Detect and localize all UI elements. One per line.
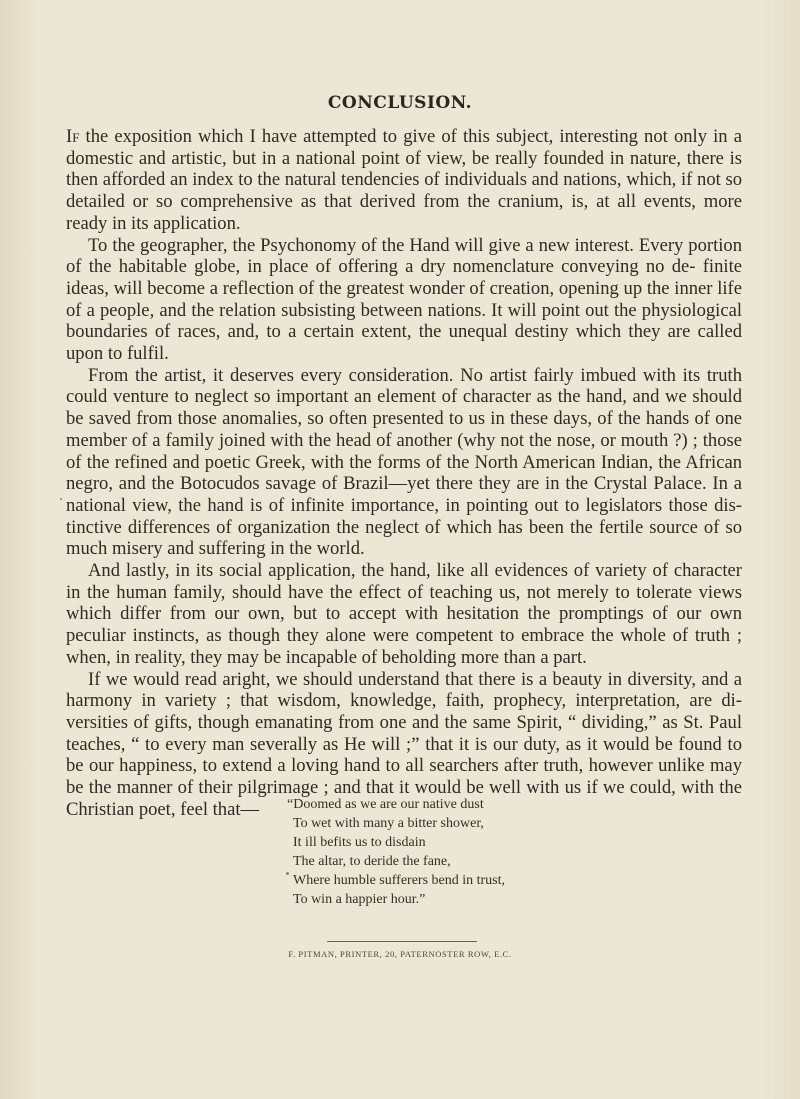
chapter-title: CONCLUSION. bbox=[327, 93, 473, 113]
paragraph-1 bbox=[66, 126, 742, 235]
poem-line: To win a happier hour.” bbox=[293, 892, 426, 907]
paragraph-5: If we would read aright, we should understand that there is a beauty in diversity, and a harmony in variety ; that wisdom, knowledge, faith, prophecy, interpretation, are di- versities of gifts, though emanating from one and the same Spirit, “ dividing,” as St. Paul teaches, “ to every man severally as He will ;” that it is our duty, as it would be found to be our happiness, to extend a loving hand to all searchers after truth, however unlike may be the manner of their pilgrimage ; and that it would be well with us if we could, with the Christian poet, feel that— bbox=[66, 668, 742, 820]
poem-line: To wet with many a bitter shower, bbox=[293, 816, 484, 831]
ink-speck bbox=[286, 872, 289, 875]
poem-line: Where humble sufferers bend in trust, bbox=[293, 873, 506, 888]
paragraph-4: And lastly, in its social application, the hand, like all evidences of variety of character in the human family, should have the effect of teaching us, not merely to tolerate views which differ from our own, but to accept with hesitation the promptings of our own peculiar instincts, as though they alone were competent to embrace the whole of truth ; when, in reality, they may be incapable of beholding more than a part. bbox=[66, 560, 742, 668]
ink-speck bbox=[60, 498, 62, 500]
footer-rule bbox=[327, 941, 477, 942]
paragraph-3: From the artist, it deserves every consideration. No artist fairly imbued with its truth could venture to neglect so important an element of character as the hand, and we should be saved from those anomalies, so often presented to us in these days, of the hands of one member of a family joined with the head of another (why not the nose, or mouth ?) ; those of the refined and poetic Greek, with the forms of the North American Indian, the African negro, and the Botocudos savage of Brazil—yet there they are in the Crystal Palace. In a national view, the hand is of infinite importance, in pointing out to legislators those dis- tinctive differences of organization the neglect of which has been the fertile source of so much misery and suffering in the world. bbox=[66, 364, 742, 560]
poem-line: The altar, to deride the fane, bbox=[293, 854, 451, 869]
poem-quotation bbox=[287, 795, 506, 909]
poem-line: It ill befits us to disdain bbox=[293, 835, 426, 850]
paragraph-1-text: the exposition which I have attempted to give of this subject, interesting not only in a domestic and artistic, but in a national point of view, be really founded in nature, there is then afforded an index to the natural tendencies of individuals and nations, which, if not so detailed or so comprehensive as that derived from the cranium, is, at all events, more ready in its application. bbox=[66, 126, 742, 234]
poem-line: “Doomed as we are our native dust bbox=[287, 797, 484, 812]
printer-imprint: F. PITMAN, PRINTER, 20, PATERNOSTER ROW, E.C. bbox=[288, 949, 512, 959]
body-text bbox=[66, 126, 742, 821]
paragraph-2: To the geographer, the Psychonomy of the Hand will give a new interest. Every portion of the habitable globe, in place of offering a dry nomenclature conveying no de- finite ideas, will become a reflection of the greatest wonder of creation, opening up the inner life of a people, and the relation subsisting between nations. It will point out the physiological boundaries of races, and, to a certain extent, the unequal destiny which they are called upon to fulfil. bbox=[66, 234, 742, 365]
paragraph-dropword: If bbox=[66, 126, 80, 147]
